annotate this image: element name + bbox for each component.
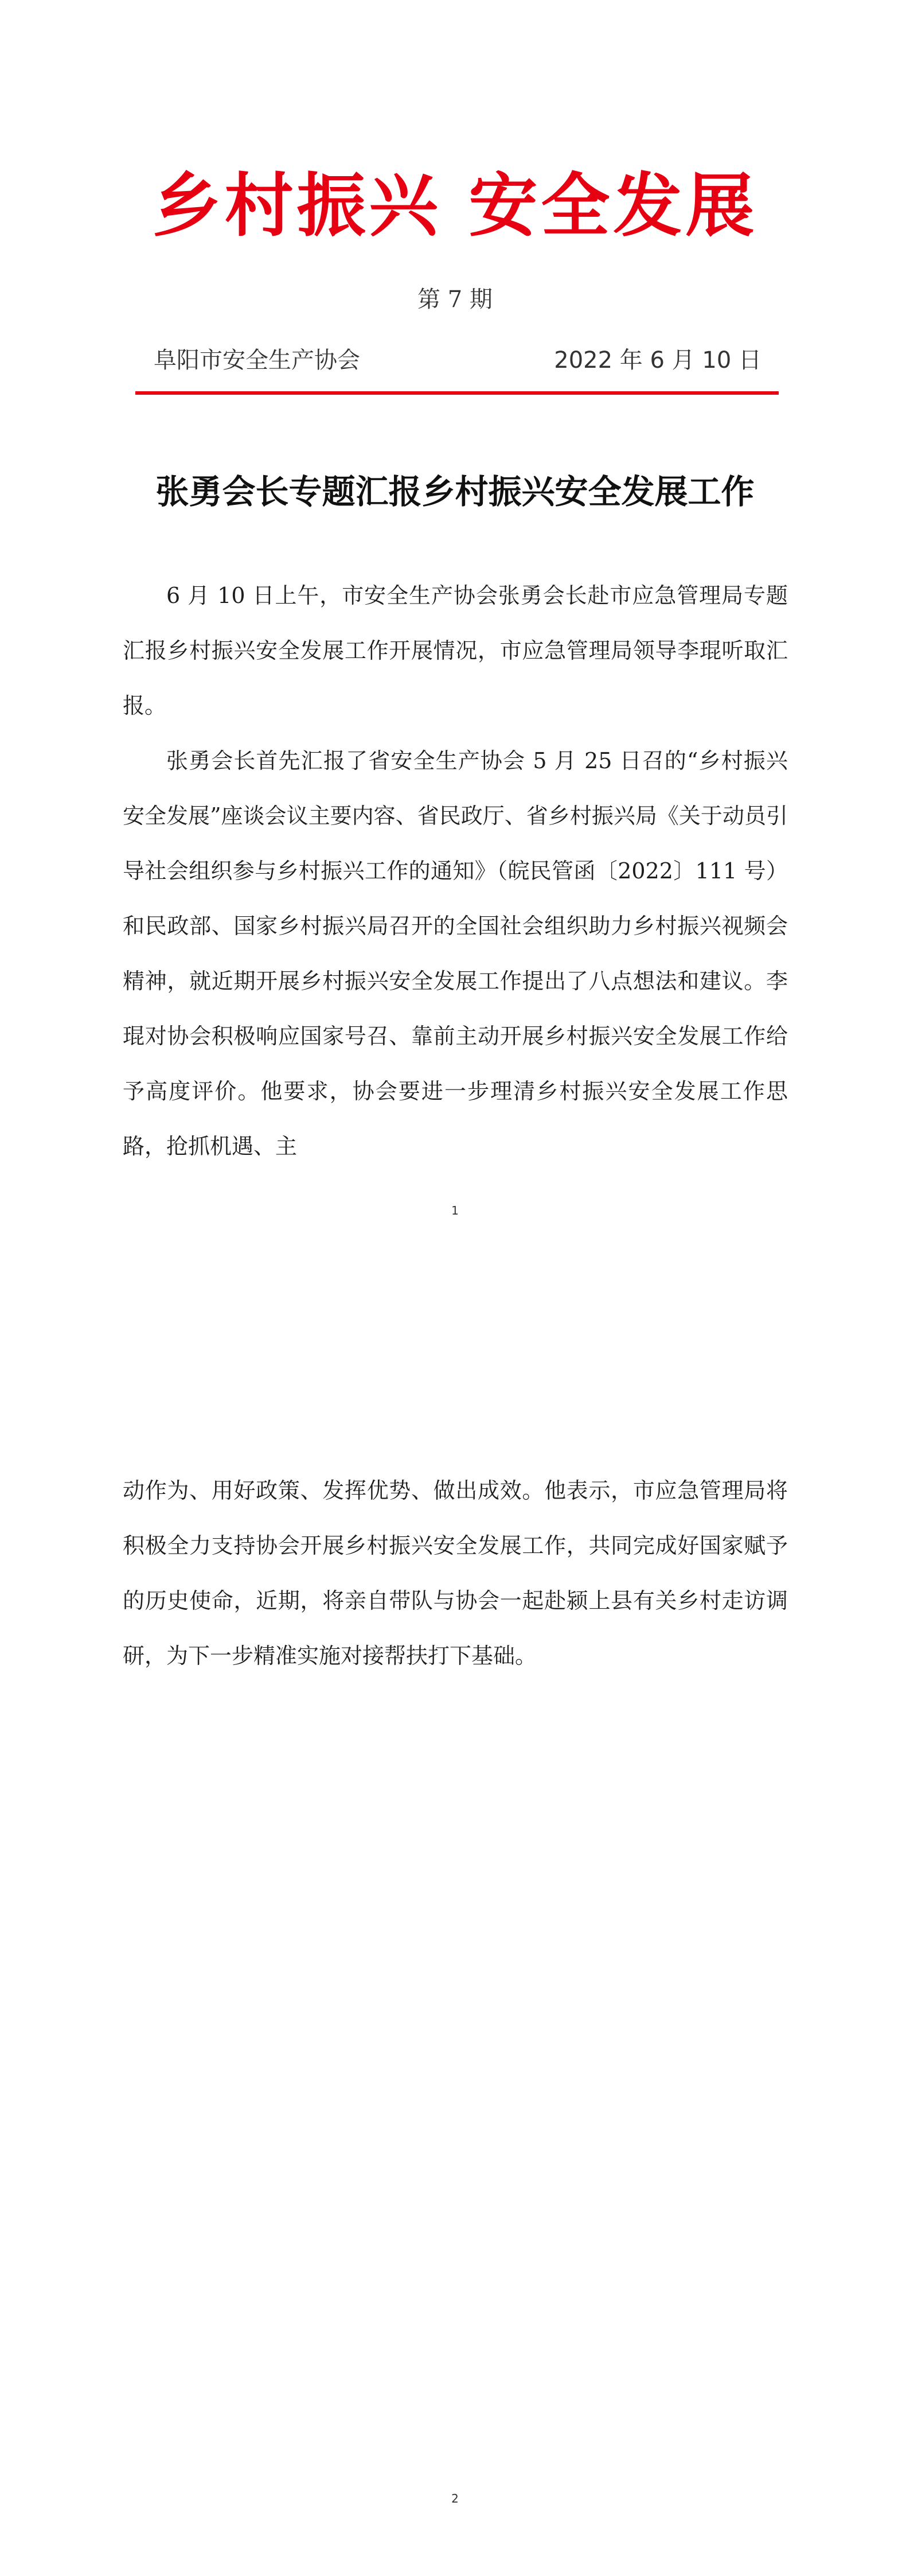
issuer-name: 阜阳市安全生产协会 — [154, 347, 360, 373]
article-title: 张勇会长专题汇报乡村振兴安全发展工作 — [155, 472, 755, 511]
paragraph: 6 月 10 日上午，市安全生产协会张勇会长赴市应急管理局专题汇报乡村振兴安全发展工作开展情况，市应急管理局领导李琨听取汇报。 — [123, 583, 788, 718]
page-number: 2 — [451, 2492, 459, 2505]
issue-date: 2022 年 6 月 10 日 — [554, 347, 761, 373]
paragraph: 张勇会长首先汇报了省安全生产协会 5 月 25 日召的“乡村振兴 安全发展”座谈会议主要内容、省民政厅、省乡村振兴局《关于动员引导社会组织参与乡村振兴工作的通知》（皖民管函〔2022〕111 号）和民政部、国家乡村振兴局召开的全国社会组织助力乡村振兴视频会精神，就近期开展乡村振兴安全发展工作提出了八点想法和建议。李琨对协会积极响应国家号召、靠前主动开展乡村振兴安全发展工作给予高度评价。他要求，协会要进一步理清乡村振兴安全发展工作思路，抢抓机遇、主 — [123, 748, 788, 1159]
masthead-title: 乡村振兴 安全发展 — [152, 166, 758, 246]
article-body-page-2 — [123, 1463, 788, 1683]
paragraph: 动作为、用好政策、发挥优势、做出成效。他表示，市应急管理局将积极全力支持协会开展乡村振兴安全发展工作，共同完成好国家赋予的历史使命，近期，将亲自带队与协会一起赴颍上县有关乡村走访调研，为下一步精准实施对接帮扶打下基础。 — [123, 1478, 788, 1668]
issue-number: 第 7 期 — [417, 286, 493, 313]
page-number: 1 — [451, 1204, 459, 1217]
red-divider — [135, 391, 779, 395]
article-body-page-1 — [123, 568, 788, 1174]
document-page-2 — [0, 1288, 910, 2576]
